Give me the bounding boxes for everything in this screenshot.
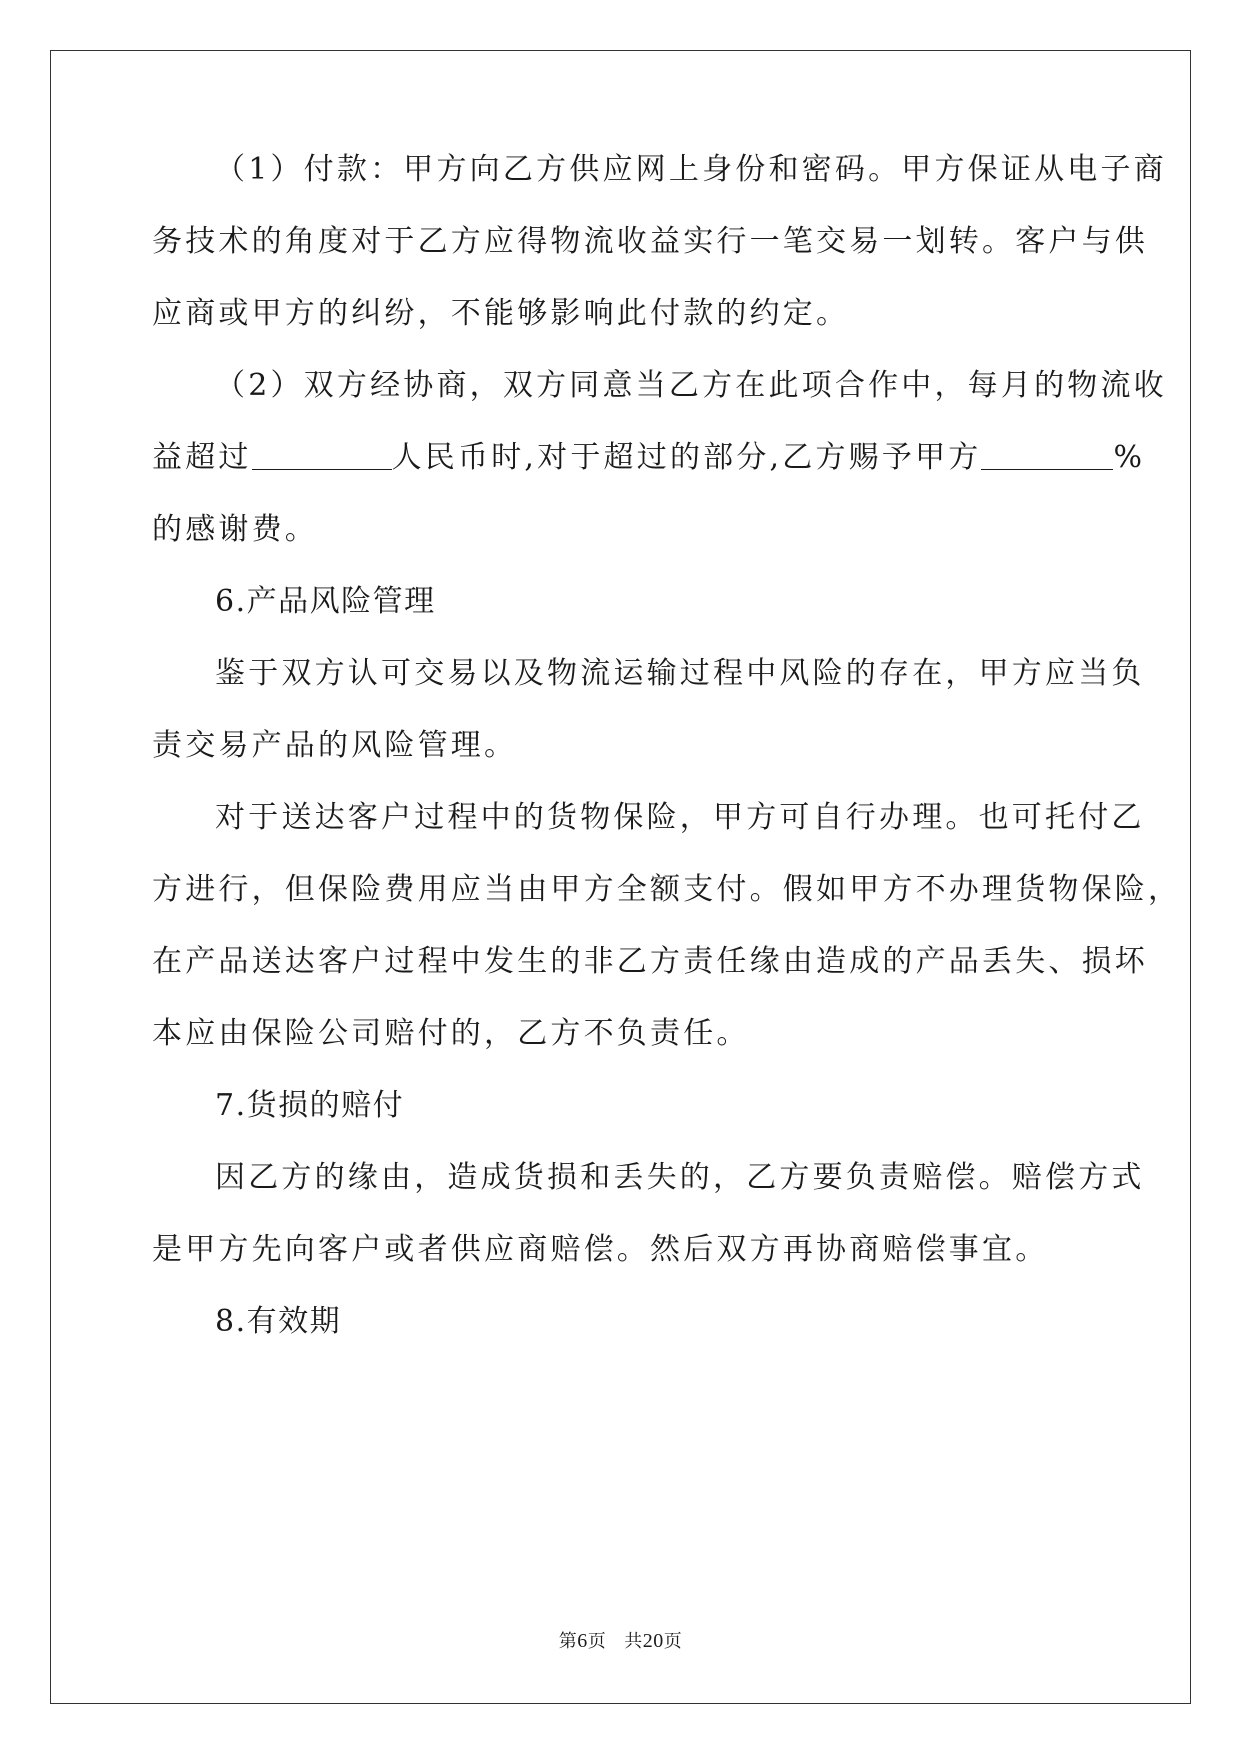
footer-total-prefix: 共 [624,1631,643,1652]
paragraph-line: 在产品送达客户过程中发生的非乙方责任缘由造成的产品丢失、损坏 [152,944,1148,979]
paragraph-line: 本应由保险公司赔付的，乙方不负责任。 [152,1016,750,1051]
total-pages: 20 [642,1630,664,1652]
fill-in-text: % [1113,440,1146,475]
fill-in-blank-amount[interactable] [252,439,392,470]
paragraph-line: 因乙方的缘由，造成货损和丢失的，乙方要负责赔偿。赔偿方式 [215,1160,1145,1195]
footer-total-suffix: 页 [663,1631,683,1652]
paragraph-line: 是甲方先向客户或者供应商赔偿。然后双方再协商赔偿事宜。 [152,1232,1049,1267]
paragraph-line: 的感谢费。 [152,512,318,547]
paragraph-line: 务技术的角度对于乙方应得物流收益实行一笔交易一划转。客户与供 [152,224,1148,259]
page-number: 6 [577,1630,588,1652]
section-heading: 8.有效期 [215,1304,342,1339]
paragraph-line: 对于送达客户过程中的货物保险，甲方可自行办理。也可托付乙 [215,800,1145,835]
paragraph-line: 责交易产品的风险管理。 [152,728,518,763]
section-heading: 6.产品风险管理 [215,584,436,619]
fill-in-text: 益超过 [152,440,252,475]
footer-prefix: 第 [558,1631,578,1652]
fill-in-text: 人民币时,对于超过的部分,乙方赐予甲方 [391,440,982,475]
paragraph-line: （2）双方经协商，双方同意当乙方在此项合作中，每月的物流收 [215,368,1167,403]
paragraph-line: 鉴于双方认可交易以及物流运输过程中风险的存在，甲方应当负 [215,656,1145,691]
fill-in-line [152,438,1145,478]
section-heading: 7.货损的赔付 [215,1088,405,1123]
paragraph-line: 应商或甲方的纠纷，不能够影响此付款的约定。 [152,296,850,331]
fill-in-blank-percent[interactable] [981,439,1113,470]
footer-page-suffix: 页 [587,1631,607,1652]
paragraph-line: 方进行，但保险费用应当由甲方全额支付。假如甲方不办理货物保险， [152,872,1182,907]
paragraph-line: （1）付款：甲方向乙方供应网上身份和密码。甲方保证从电子商 [215,152,1167,187]
page-footer [0,1629,1241,1654]
